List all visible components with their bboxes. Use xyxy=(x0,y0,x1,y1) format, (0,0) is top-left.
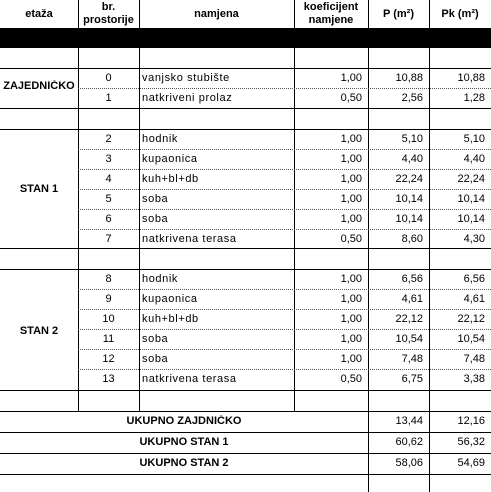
header-br-prostorije xyxy=(78,0,139,28)
room-number: 8 xyxy=(105,273,112,285)
room-area-p: 6,56 xyxy=(401,273,423,285)
row-divider xyxy=(78,189,491,190)
room-purpose: hodnik xyxy=(142,273,179,285)
row-divider xyxy=(78,149,491,150)
group-top-rule xyxy=(0,68,491,69)
group-label-stan1: STAN 1 xyxy=(19,183,59,195)
room-coefficient: 1,00 xyxy=(340,193,362,205)
header-br-line2: prostorije xyxy=(83,14,134,26)
room-area-pk: 6,56 xyxy=(463,273,485,285)
room-purpose: vanjsko stubište xyxy=(142,72,230,84)
room-area-p: 4,61 xyxy=(401,293,423,305)
total-pk: 54,69 xyxy=(457,457,485,469)
room-coefficient: 1,00 xyxy=(340,153,362,165)
group-top-rule xyxy=(0,129,491,130)
total-label: UKUPNO STAN 1 xyxy=(139,436,229,448)
header-koef-line1: koeficijent xyxy=(303,1,359,13)
column-rule xyxy=(429,48,430,492)
room-purpose: soba xyxy=(142,193,169,205)
header-pk-text: Pk (m²) xyxy=(441,7,479,20)
room-area-p: 22,24 xyxy=(395,173,423,185)
room-area-pk: 3,38 xyxy=(463,373,485,385)
column-rule xyxy=(139,0,140,28)
room-area-p: 8,60 xyxy=(401,233,423,245)
room-coefficient: 0,50 xyxy=(340,233,362,245)
room-purpose: hodnik xyxy=(142,133,179,145)
room-purpose: natkrivena terasa xyxy=(142,373,237,385)
room-area-pk: 7,48 xyxy=(463,353,485,365)
room-area-pk: 10,14 xyxy=(457,193,485,205)
group-bottom-rule xyxy=(0,390,491,391)
room-number: 3 xyxy=(105,153,112,165)
room-area-p: 4,40 xyxy=(401,153,423,165)
group-label-zajednicko: ZAJEDNIČKO xyxy=(3,80,75,92)
room-number: 0 xyxy=(105,72,112,84)
row-divider xyxy=(78,349,491,350)
room-number: 4 xyxy=(105,173,112,185)
row-divider xyxy=(78,309,491,310)
header-etaza xyxy=(0,0,78,28)
room-area-pk: 10,14 xyxy=(457,213,485,225)
row-divider xyxy=(78,169,491,170)
column-rule xyxy=(429,0,430,28)
row-divider xyxy=(78,289,491,290)
room-purpose: kuh+bl+db xyxy=(142,313,199,325)
totals-top-rule xyxy=(0,411,491,412)
room-number: 6 xyxy=(105,213,112,225)
header-p-text: P (m²) xyxy=(383,7,414,20)
group-bottom-rule xyxy=(0,108,491,109)
header-koeficijent xyxy=(294,0,368,28)
room-number: 9 xyxy=(105,293,112,305)
total-p: 13,44 xyxy=(395,415,423,427)
room-area-pk: 1,28 xyxy=(463,92,485,104)
room-number: 5 xyxy=(105,193,112,205)
header-p xyxy=(368,0,429,28)
room-purpose: kupaonica xyxy=(142,293,198,305)
room-coefficient: 1,00 xyxy=(340,72,362,84)
room-area-p: 5,10 xyxy=(401,133,423,145)
room-area-p: 22,12 xyxy=(395,313,423,325)
header-namjena-text: namjena xyxy=(194,7,239,20)
row-divider xyxy=(78,329,491,330)
total-label: UKUPNO STAN 2 xyxy=(139,457,229,469)
room-coefficient: 1,00 xyxy=(340,293,362,305)
room-area-p: 10,54 xyxy=(395,333,423,345)
room-area-pk: 5,10 xyxy=(463,133,485,145)
room-area-pk: 22,12 xyxy=(457,313,485,325)
room-area-p: 6,75 xyxy=(401,373,423,385)
room-purpose: soba xyxy=(142,333,169,345)
room-area-pk: 22,24 xyxy=(457,173,485,185)
header-etaza-text: etaža xyxy=(25,7,53,20)
column-rule xyxy=(78,0,79,28)
room-number: 13 xyxy=(102,373,115,385)
header-namjena xyxy=(139,0,294,28)
room-area-pk: 4,30 xyxy=(463,233,485,245)
group-label-stan2: STAN 2 xyxy=(19,325,59,337)
group-bottom-rule xyxy=(0,248,491,249)
room-area-pk: 4,61 xyxy=(463,293,485,305)
total-p: 58,06 xyxy=(395,457,423,469)
room-purpose: natkrivena terasa xyxy=(142,233,237,245)
room-coefficient: 1,00 xyxy=(340,173,362,185)
room-area-pk: 10,54 xyxy=(457,333,485,345)
room-number: 1 xyxy=(105,92,112,104)
row-divider xyxy=(78,88,491,89)
total-pk: 56,32 xyxy=(457,436,485,448)
totals-row-rule xyxy=(0,453,491,454)
totals-row-rule xyxy=(0,474,491,475)
room-area-p: 10,88 xyxy=(395,72,423,84)
room-area-pk: 4,40 xyxy=(463,153,485,165)
room-area-p: 10,14 xyxy=(395,213,423,225)
room-coefficient: 1,00 xyxy=(340,353,362,365)
header-separator-bar xyxy=(0,28,491,48)
room-number: 2 xyxy=(105,133,112,145)
row-divider xyxy=(78,209,491,210)
room-area-pk: 10,88 xyxy=(457,72,485,84)
room-coefficient: 1,00 xyxy=(340,333,362,345)
room-coefficient: 0,50 xyxy=(340,92,362,104)
room-coefficient: 1,00 xyxy=(340,133,362,145)
room-purpose: soba xyxy=(142,213,169,225)
group-top-rule xyxy=(0,269,491,270)
header-pk xyxy=(429,0,491,28)
column-rule xyxy=(294,0,295,28)
column-rule xyxy=(368,0,369,28)
room-area-p: 10,14 xyxy=(395,193,423,205)
room-number: 7 xyxy=(105,233,112,245)
room-coefficient: 1,00 xyxy=(340,213,362,225)
row-divider xyxy=(78,369,491,370)
room-purpose: kuh+bl+db xyxy=(142,173,199,185)
room-purpose: natkriveni prolaz xyxy=(142,92,233,104)
total-p: 60,62 xyxy=(395,436,423,448)
room-number: 11 xyxy=(102,333,115,345)
room-number: 10 xyxy=(102,313,115,325)
total-pk: 12,16 xyxy=(457,415,485,427)
column-rule xyxy=(368,48,369,492)
room-purpose: soba xyxy=(142,353,169,365)
header-br-line1: br. xyxy=(101,1,116,13)
room-area-p: 7,48 xyxy=(401,353,423,365)
room-purpose: kupaonica xyxy=(142,153,198,165)
total-label: UKUPNO ZAJDNIČKO xyxy=(126,415,242,427)
room-coefficient: 1,00 xyxy=(340,313,362,325)
room-coefficient: 1,00 xyxy=(340,273,362,285)
room-coefficient: 0,50 xyxy=(340,373,362,385)
row-divider xyxy=(78,229,491,230)
totals-row-rule xyxy=(0,432,491,433)
room-number: 12 xyxy=(102,353,115,365)
header-koef-line2: namjene xyxy=(308,14,354,26)
room-area-p: 2,56 xyxy=(401,92,423,104)
